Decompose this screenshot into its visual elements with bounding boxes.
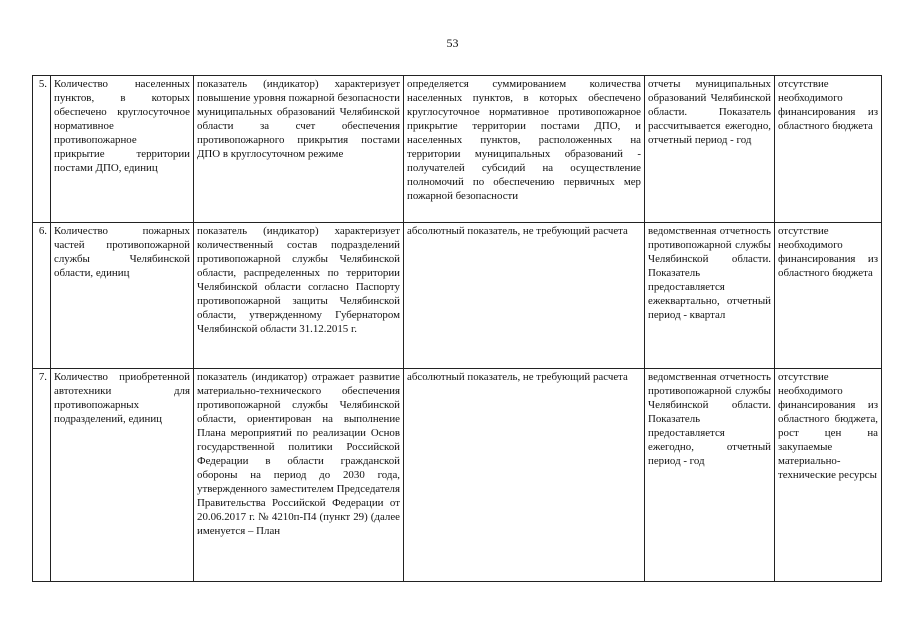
indicator-description <box>194 223 404 369</box>
row-number: 6. <box>33 223 51 369</box>
page-number: 53 <box>446 36 459 50</box>
data-source <box>645 76 775 223</box>
indicator-description <box>194 76 404 223</box>
indicators-table <box>32 75 882 582</box>
table-row <box>33 76 882 223</box>
indicator-name-text: Количество приобретенной автотехники для противопожарных подразделений, единиц <box>54 371 190 425</box>
indicator-description-text: показатель (индикатор) отражает развитие материально-технического обеспечения противопожарной службы Челябинской области, ориентирован на выполнение Плана мероприятий по реализации Основ государственной политики Российской Федерации в области гражданской обороны на период до 2030 года, утвержденного заместителем Председателя Правительства Российской Федерации от 20.06.2017 г. № 4210п-П4 (пункт 29) (далее именуется – План <box>197 371 400 537</box>
calculation-method <box>404 76 645 223</box>
risks-text: отсутствие необходимого финансирования из областного бюджета <box>778 225 878 279</box>
indicator-name <box>51 369 194 582</box>
calculation-method-text: абсолютный показатель, не требующий расчета <box>407 371 628 383</box>
indicator-name-text: Количество населенных пунктов, в которых обеспечено круглосуточное нормативное противопожарное прикрытие территории постами ДПО, единиц <box>54 78 190 174</box>
data-source-text: ведомственная отчетность противопожарной службы Челябинской области. Показатель предоставляется ежеквартально, отчетный период - квартал <box>648 225 771 321</box>
indicator-name <box>51 223 194 369</box>
data-source <box>645 369 775 582</box>
calculation-method <box>404 223 645 369</box>
data-source-text: отчеты муниципальных образований Челябинской области. Показатель рассчитывается ежегодно, отчетный период - год <box>648 78 771 146</box>
row-number: 5. <box>33 76 51 223</box>
indicator-description <box>194 369 404 582</box>
risks-text: отсутствие необходимого финансирования из областного бюджета <box>778 78 878 132</box>
risks <box>775 369 882 582</box>
risks <box>775 223 882 369</box>
risks <box>775 76 882 223</box>
indicator-name-text: Количество пожарных частей противопожарной службы Челябинской области, единиц <box>54 225 190 279</box>
indicator-description-text: показатель (индикатор) характеризует повышение уровня пожарной безопасности муниципальных образований Челябинской области за счет обеспечения противопожарного прикрытия постами ДПО в круглосуточном режиме <box>197 78 400 160</box>
indicator-description-text: показатель (индикатор) характеризует количественный состав подразделений противопожарной службы Челябинской области, распределенных по территории Челябинской области согласно Паспорту противопожарной защиты Челябинской области, утвержденному Губернатором Челябинской области 31.12.2015 г. <box>197 225 400 335</box>
indicator-name <box>51 76 194 223</box>
risks-text: отсутствие необходимого финансирования из областного бюджета, рост цен на закупаемые материально-технические ресурсы <box>778 371 878 481</box>
calculation-method-text: определяется суммированием количества населенных пунктов, в которых обеспечено круглосуточное нормативное противопожарное прикрытие территории постами ДПО, и населенных пунктов, расположенных на территории муниципальных образований - получателей субсидий на осуществление полномочий по обеспечению первичных мер пожарной безопасности <box>407 78 641 202</box>
table-row <box>33 369 882 582</box>
calculation-method <box>404 369 645 582</box>
data-source-text: ведомственная отчетность противопожарной службы Челябинской области. Показатель предоставляется ежегодно, отчетный период - год <box>648 371 771 467</box>
data-source <box>645 223 775 369</box>
row-number: 7. <box>33 369 51 582</box>
calculation-method-text: абсолютный показатель, не требующий расчета <box>407 225 628 237</box>
table-row <box>33 223 882 369</box>
